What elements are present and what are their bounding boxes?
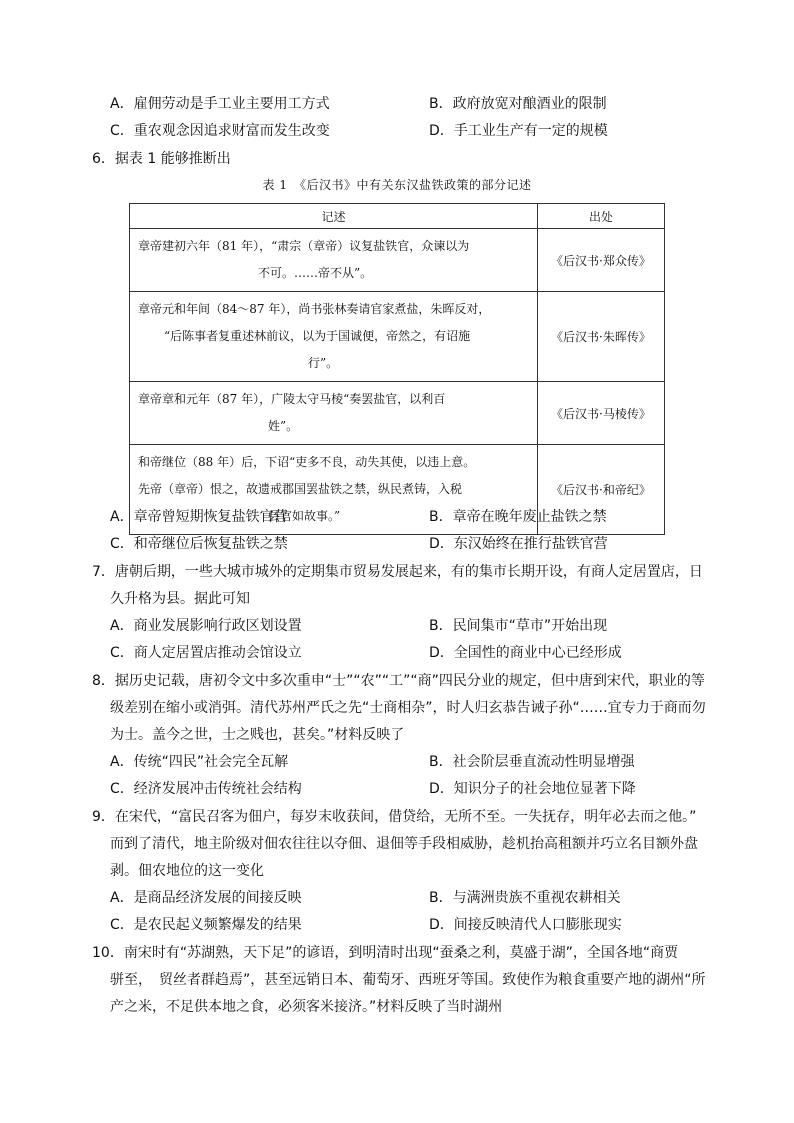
q8-stem-line: 为士。盖今之世，士之贱也，甚矣。”材料反映了 bbox=[110, 727, 405, 743]
q7-option-a[interactable]: A．商业发展影响行政区划设置 bbox=[110, 618, 302, 634]
q7-stem-line: 7．唐朝后期，一些大城市城外的定期集市贸易发展起来，有的集市长期开设，有商人定居置店，日 bbox=[92, 564, 703, 580]
record-line: 和帝继位（88 年）后，下诏“吏多不良，动失其使，以违上意。 bbox=[138, 455, 476, 469]
record-line: “后陈事者复重述林前议，以为于国诚便，帝然之，有诏施 bbox=[164, 329, 471, 343]
q8-stem-line: 级差别在缩小或消弭。清代苏州严氏之先“士商相杂”，时人归玄恭告诫子孙“……宜专力于商而勿 bbox=[110, 700, 706, 716]
table-row bbox=[130, 382, 665, 445]
record-line: 章帝元和年间（84～87 年），尚书张林奏请官家煮盐，朱晖反对， bbox=[138, 302, 491, 316]
q9-stem-line: 9．在宋代，“富民召客为佃户，每岁末收获间，借贷给，无所不至。一失抚存，明年必去而之他。” bbox=[92, 809, 697, 825]
source-cell: 《后汉书·和帝纪》 bbox=[537, 445, 664, 535]
q8-option-d[interactable]: D．知识分子的社会地位显著下降 bbox=[429, 781, 636, 797]
q7-option-b[interactable]: B．民间集市“草市”开始出现 bbox=[429, 618, 608, 634]
q7-option-d[interactable]: D．全国性的商业中心已经形成 bbox=[429, 645, 622, 661]
q9-option-b[interactable]: B．与满洲贵族不重视农耕相关 bbox=[429, 890, 621, 906]
q8-option-b[interactable]: B．社会阶层垂直流动性明显增强 bbox=[429, 754, 635, 770]
q6-option-b[interactable]: B．章帝在晚年废止盐铁之禁 bbox=[429, 509, 607, 525]
header-source: 出处 bbox=[537, 204, 664, 229]
record-line: 不可。……帝不从”。 bbox=[258, 266, 373, 280]
q9-stem-line: 剥。佃农地位的这一变化 bbox=[110, 863, 264, 879]
q10-stem-line: 骈至， 贸丝者群趋焉”，甚至远销日本、葡萄牙、西班牙等国。致使作为粮食重要产地的湖州“所 bbox=[110, 972, 706, 988]
q6-option-c[interactable]: C．和帝继位后恢复盐铁之禁 bbox=[110, 536, 288, 552]
q8-option-a[interactable]: A．传统“四民”社会完全瓦解 bbox=[110, 754, 289, 770]
record-cell bbox=[130, 229, 538, 292]
record-line: 章帝建初六年（81 年），“肃宗（章帝）议复盐铁官，众谏以为 bbox=[138, 239, 470, 253]
record-cell bbox=[130, 382, 538, 445]
q6-stem: 6．据表 1 能够推断出 bbox=[92, 151, 231, 167]
source-cell: 《后汉书·郑众传》 bbox=[537, 229, 664, 292]
q9-stem-line: 而到了清代，地主阶级对佃农往往以夺佃、退佃等手段相威胁，趁机抬高租额并巧立名目额外盘 bbox=[110, 836, 698, 852]
q8-stem-line: 8．据历史记载，唐初令文中多次重申“士”“农”“工”“商”四民分业的规定，但中唐到宋代，职业的等 bbox=[92, 673, 705, 689]
q5-option-b[interactable]: B．政府放宽对酿酒业的限制 bbox=[429, 96, 607, 112]
q7-option-c[interactable]: C．商人定居置店推动会馆设立 bbox=[110, 645, 302, 661]
q5-option-d[interactable]: D．手工业生产有一定的规模 bbox=[429, 123, 608, 139]
q9-option-d[interactable]: D．间接反映清代人口膨胀现实 bbox=[429, 917, 622, 933]
record-cell bbox=[130, 292, 538, 382]
q5-option-a[interactable]: A．雇佣劳动是手工业主要用工方式 bbox=[110, 96, 330, 112]
table-row bbox=[130, 229, 665, 292]
source-cell: 《后汉书·马棱传》 bbox=[537, 382, 664, 445]
table-caption: 表 1 《后汉书》中有关东汉盐铁政策的部分记述 bbox=[262, 178, 532, 192]
q6-option-a[interactable]: A．章帝曾短期恢复盐铁官营 bbox=[110, 509, 288, 525]
salt-iron-table bbox=[129, 203, 665, 535]
q10-stem-line: 产之米，不足供本地之食，必须客米接济。”材料反映了当时湖州 bbox=[110, 999, 503, 1015]
q8-option-c[interactable]: C．经济发展冲击传统社会结构 bbox=[110, 781, 302, 797]
header-record: 记述 bbox=[130, 204, 538, 229]
q10-stem-line: 10．南宋时有“苏湖熟，天下足”的谚语，到明清时出现“蚕桑之利，莫盛于湖”，全国各地“商贾 bbox=[92, 945, 679, 961]
table-row bbox=[130, 292, 665, 382]
record-line: 姓”。 bbox=[268, 419, 299, 433]
q9-option-a[interactable]: A．是商品经济发展的间接反映 bbox=[110, 890, 302, 906]
table-header-row bbox=[130, 204, 665, 229]
q5-option-c[interactable]: C．重农观念因追求财富而发生改变 bbox=[110, 123, 330, 139]
source-cell: 《后汉书·朱晖传》 bbox=[537, 292, 664, 382]
q7-stem-line: 久升格为县。据此可知 bbox=[110, 591, 250, 607]
record-line: 县官如故事。” bbox=[268, 509, 341, 523]
record-line: 先帝（章帝）恨之，故遗戒郡国罢盐铁之禁，纵民煮铸，入税 bbox=[138, 482, 463, 496]
q9-option-c[interactable]: C．是农民起义频繁爆发的结果 bbox=[110, 917, 302, 933]
record-line: 章帝章和元年（87 年），广陵太守马棱“奏罢盐官，以利百 bbox=[138, 392, 446, 406]
record-line: 行”。 bbox=[308, 356, 339, 370]
q6-option-d[interactable]: D．东汉始终在推行盐铁官营 bbox=[429, 536, 608, 552]
